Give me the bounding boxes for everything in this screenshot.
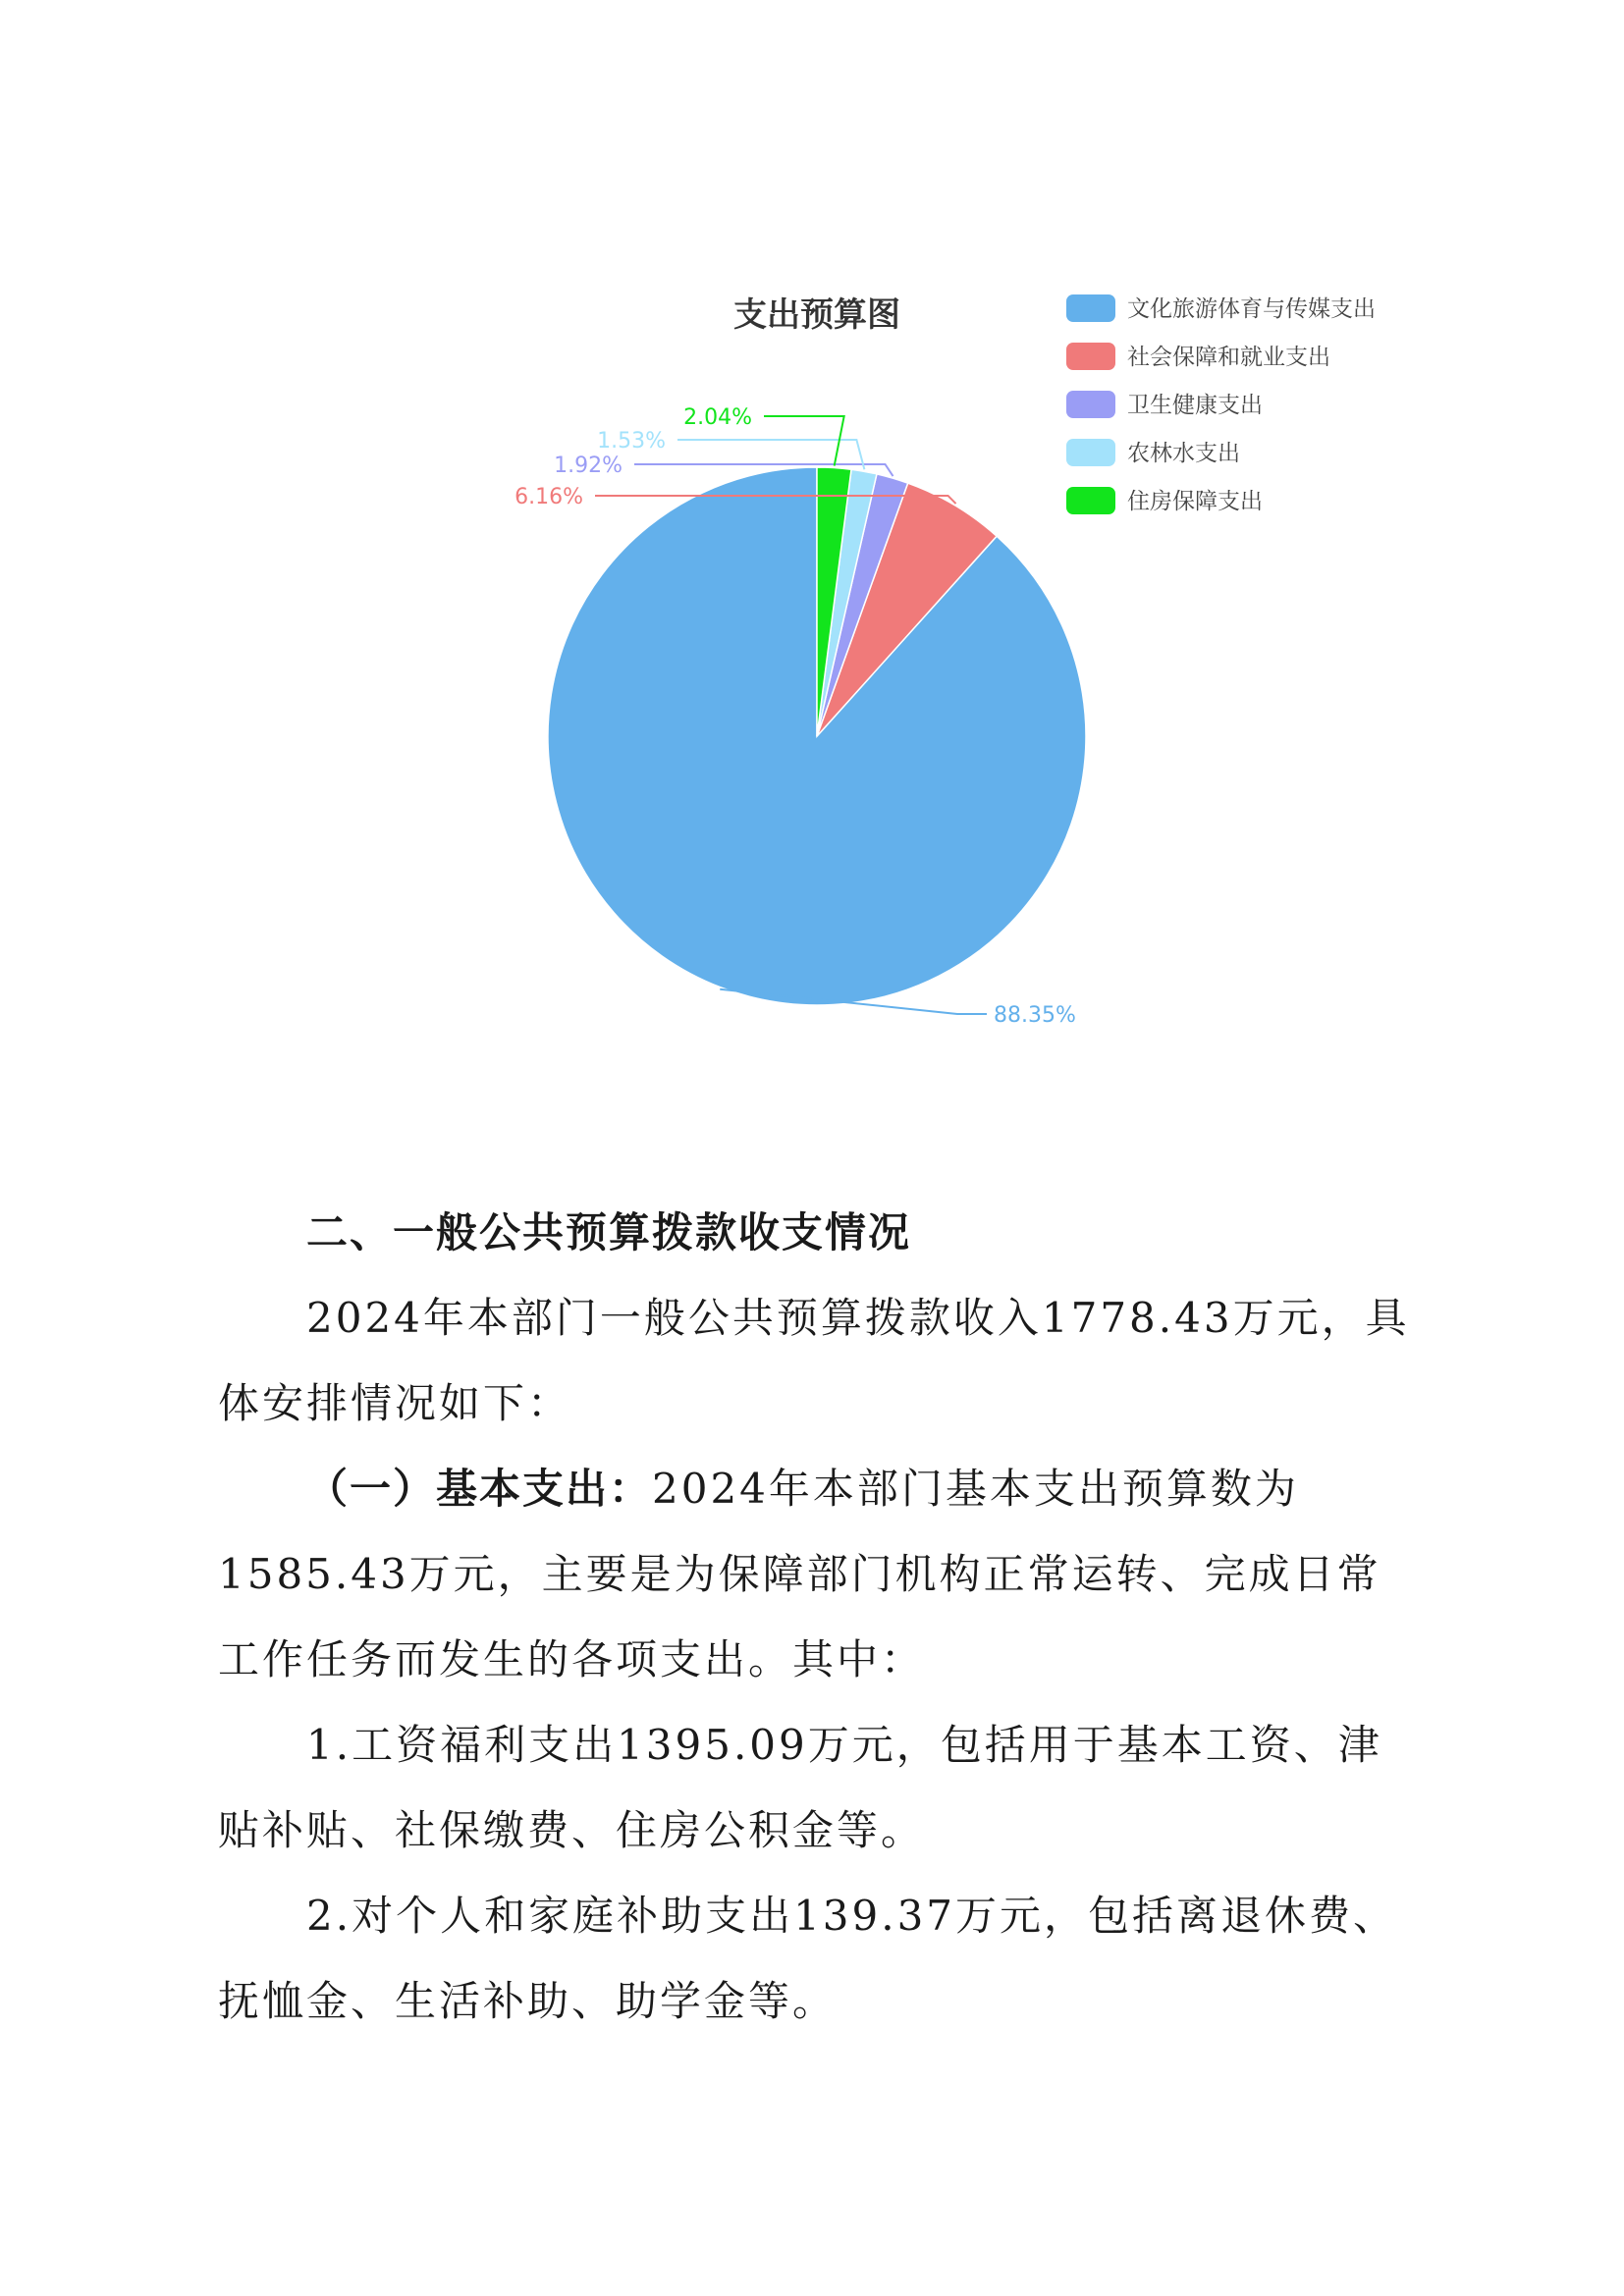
- legend-label-2: 卫生健康支出: [1127, 393, 1263, 418]
- pie-slices: [548, 467, 1086, 1005]
- legend-label-3: 农林水支出: [1127, 441, 1240, 466]
- data-label-2: 1.92%: [554, 454, 623, 478]
- legend-label-4: 住房保障支出: [1127, 489, 1263, 514]
- legend-label-1: 社会保障和就业支出: [1127, 345, 1330, 370]
- legend-swatch-2: [1066, 391, 1115, 418]
- data-label-1: 6.16%: [514, 485, 583, 509]
- basic-expenditure-text: 2024年本部门基本支出预算数为1585.43万元，主要是为保障部门机构正常运转、完成日常工作任务而发生的各项支出。其中：: [218, 1465, 1381, 1683]
- basic-expenditure-paragraph: [218, 1446, 1414, 1702]
- chart-legend: [1066, 294, 1376, 514]
- legend-swatch-0: [1066, 294, 1115, 322]
- data-label-3: 1.53%: [597, 429, 666, 454]
- intro-paragraph: 2024年本部门一般公共预算拨款收入1778.43万元，具体安排情况如下：: [218, 1294, 1410, 1427]
- item-1-paragraph: 1.工资福利支出1395.09万元，包括用于基本工资、津贴补贴、社保缴费、住房公积金等。: [218, 1721, 1382, 1854]
- section-heading: 二、一般公共预算拨款收支情况: [306, 1208, 912, 1256]
- data-label-0: 88.35%: [994, 1003, 1076, 1028]
- chart-title: 支出预算图: [733, 295, 900, 335]
- legend-label-0: 文化旅游体育与传媒支出: [1127, 296, 1376, 322]
- legend-swatch-4: [1066, 487, 1115, 514]
- expenditure-pie-chart: [0, 0, 1624, 1080]
- item-2-paragraph: 2.对个人和家庭补助支出139.37万元，包括离退休费、抚恤金、生活补助、助学金等。: [218, 1892, 1398, 2025]
- label-line-4: [764, 416, 844, 466]
- legend-swatch-1: [1066, 343, 1115, 370]
- basic-expenditure-label: （一）基本支出：: [306, 1465, 653, 1513]
- data-label-4: 2.04%: [683, 405, 752, 430]
- legend-swatch-3: [1066, 439, 1115, 466]
